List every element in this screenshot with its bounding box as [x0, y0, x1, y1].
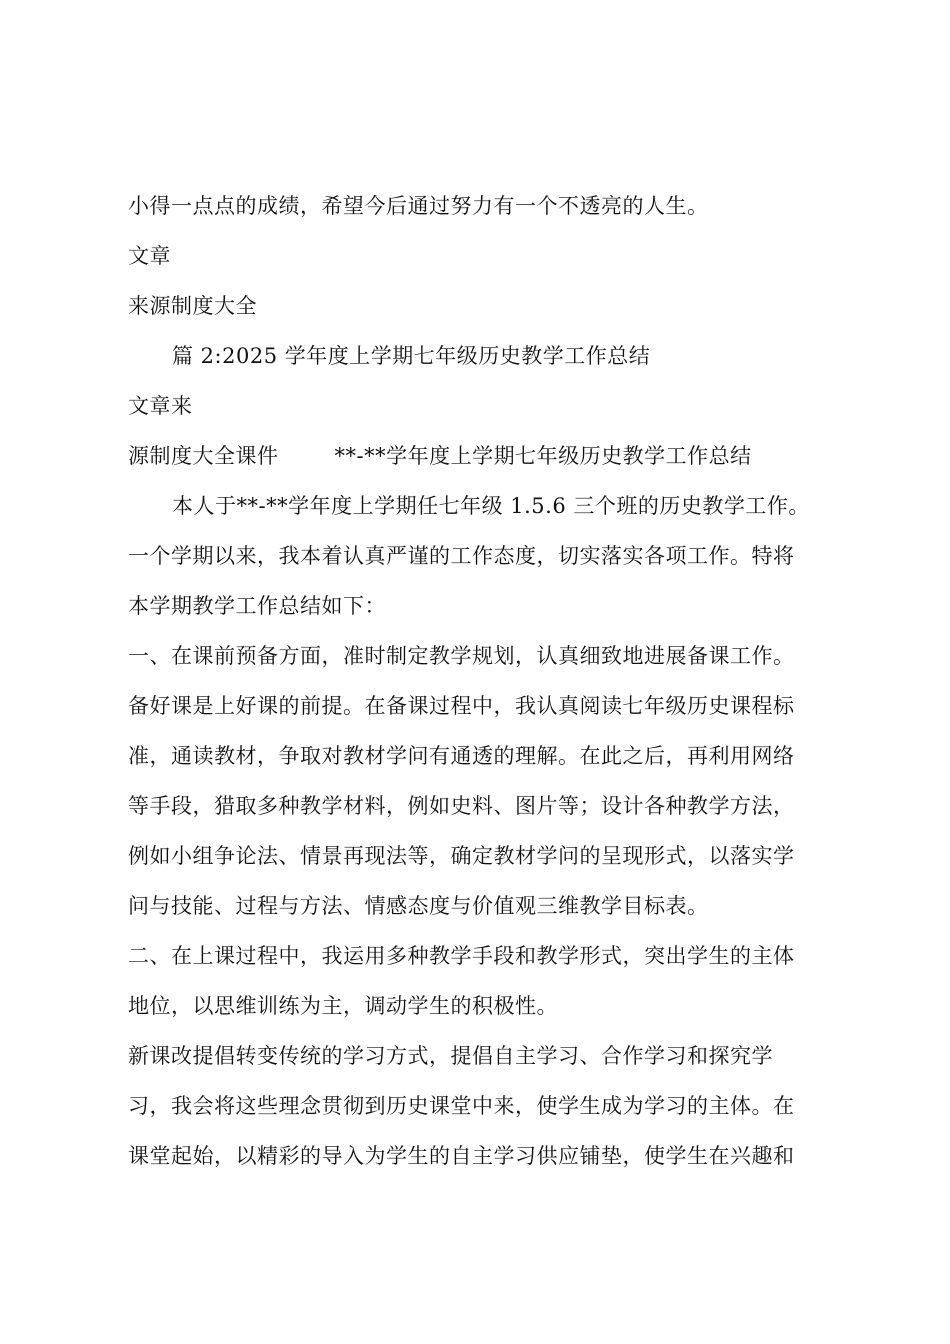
- section-heading: 篇 2:2025 学年度上学期七年级历史教学工作总结: [172, 344, 651, 368]
- document-title: **-**学年度上学期七年级历史教学工作总结: [334, 444, 752, 468]
- paragraph-line: 准，通读教材，争取对教材学问有通透的理解。在此之后，再利用网络: [128, 744, 795, 768]
- paragraph-line: 本人于**-**学年度上学期任七年级 1.5.6 三个班的历史教学工作。: [172, 494, 810, 518]
- paragraph-line: 等手段，猎取多种教学材料，例如史料、图片等；设计各种教学方法，: [128, 794, 795, 818]
- paragraph-line: 一、在课前预备方面，准时制定教学规划，认真细致地进展备课工作。: [128, 644, 795, 668]
- text-line: 文章来: [128, 394, 193, 418]
- text-line: 文章: [128, 244, 171, 268]
- paragraph-line: 例如小组争论法、情景再现法等，确定教材学问的呈现形式，以落实学: [128, 844, 795, 868]
- paragraph-line: 二、在上课过程中，我运用多种教学手段和教学形式，突出学生的主体: [128, 944, 795, 968]
- paragraph-line: 问与技能、过程与方法、情感态度与价值观三维教学目标表。: [128, 894, 709, 918]
- paragraph-line: 一个学期以来，我本着认真严谨的工作态度，切实落实各项工作。特将: [128, 544, 795, 568]
- text-line: 小得一点点的成绩，希望今后通过努力有一个不透亮的人生。: [128, 194, 709, 218]
- text-line-with-title: [128, 441, 752, 471]
- text-line: 来源制度大全: [128, 294, 257, 318]
- paragraph-line: 课堂起始，以精彩的导入为学生的自主学习供应铺垫，使学生在兴趣和: [128, 1144, 795, 1168]
- paragraph-line: 备好课是上好课的前提。在备课过程中，我认真阅读七年级历史课程标: [128, 694, 795, 718]
- source-text: 源制度大全课件: [128, 444, 279, 468]
- paragraph-line: 习，我会将这些理念贯彻到历史课堂中来，使学生成为学习的主体。在: [128, 1094, 795, 1118]
- paragraph-line: 地位，以思维训练为主，调动学生的积极性。: [128, 994, 558, 1018]
- paragraph-line: 本学期教学工作总结如下：: [128, 594, 386, 618]
- paragraph-line: 新课改提倡转变传统的学习方式，提倡自主学习、合作学习和探究学: [128, 1044, 773, 1068]
